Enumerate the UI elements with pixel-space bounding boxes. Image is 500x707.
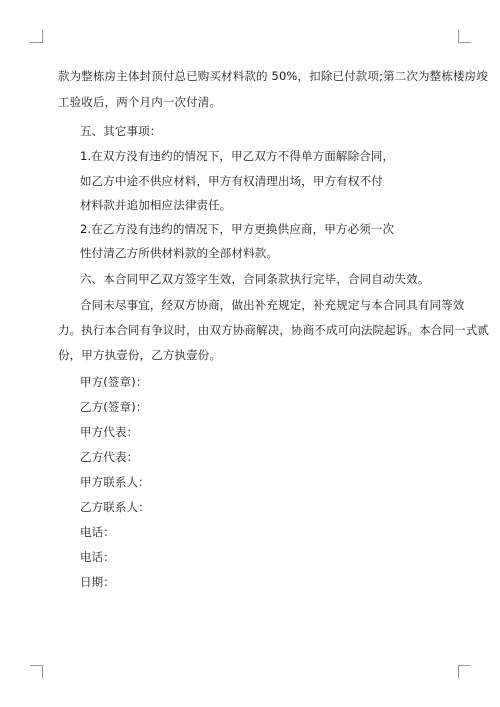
contact-party-a: 甲方联系人： <box>80 475 150 489</box>
phone-label: 电话： <box>80 550 115 564</box>
body-line: 如乙方中途不供应材料，甲方有权清理出场，甲方有权不付 <box>80 174 383 188</box>
representative-party-b: 乙方代表： <box>80 450 139 464</box>
body-line: 工验收后，两个月内一次付清。 <box>58 95 222 109</box>
signature-party-a: 甲方(签章)： <box>80 375 148 389</box>
representative-party-a: 甲方代表： <box>80 425 139 439</box>
date-label: 日期： <box>80 575 115 589</box>
body-line: 力。执行本合同有争议时，由双方协商解决，协商不成可向法院起诉。本合同一式贰 <box>58 323 490 337</box>
body-line: 材料款并追加相应法律责任。 <box>80 198 232 212</box>
signature-party-b: 乙方(签章)： <box>80 400 148 414</box>
phone-label: 电话： <box>80 525 115 539</box>
body-line: 份，甲方执壹份，乙方执壹份。 <box>58 348 222 362</box>
crop-mark-bottom-left <box>30 665 43 678</box>
body-line: 款为整栋房主体封顶付总已购买材料款的 50%，扣除已付款项;第二次为整栋楼房竣 <box>58 69 488 83</box>
crop-mark-top-right <box>458 30 471 43</box>
crop-mark-bottom-right <box>458 665 471 678</box>
section-heading: 六、本合同甲乙双方签字生效，合同条款执行完毕，合同自动失效。 <box>80 272 430 286</box>
body-line: 1.在双方没有违约的情况下，甲乙双方不得单方面解除合同， <box>80 149 395 163</box>
crop-mark-top-left <box>30 30 43 43</box>
body-line: 2.在乙方没有违约的情况下，甲方更换供应商，甲方必须一次 <box>80 222 395 236</box>
body-line: 合同未尽事宜，经双方协商，做出补充规定，补充规定与本合同具有同等效 <box>80 298 465 312</box>
contact-party-b: 乙方联系人： <box>80 500 150 514</box>
body-line: 性付清乙方所供材料款的全部材料款。 <box>80 246 279 260</box>
section-heading: 五、其它事项： <box>80 124 162 138</box>
